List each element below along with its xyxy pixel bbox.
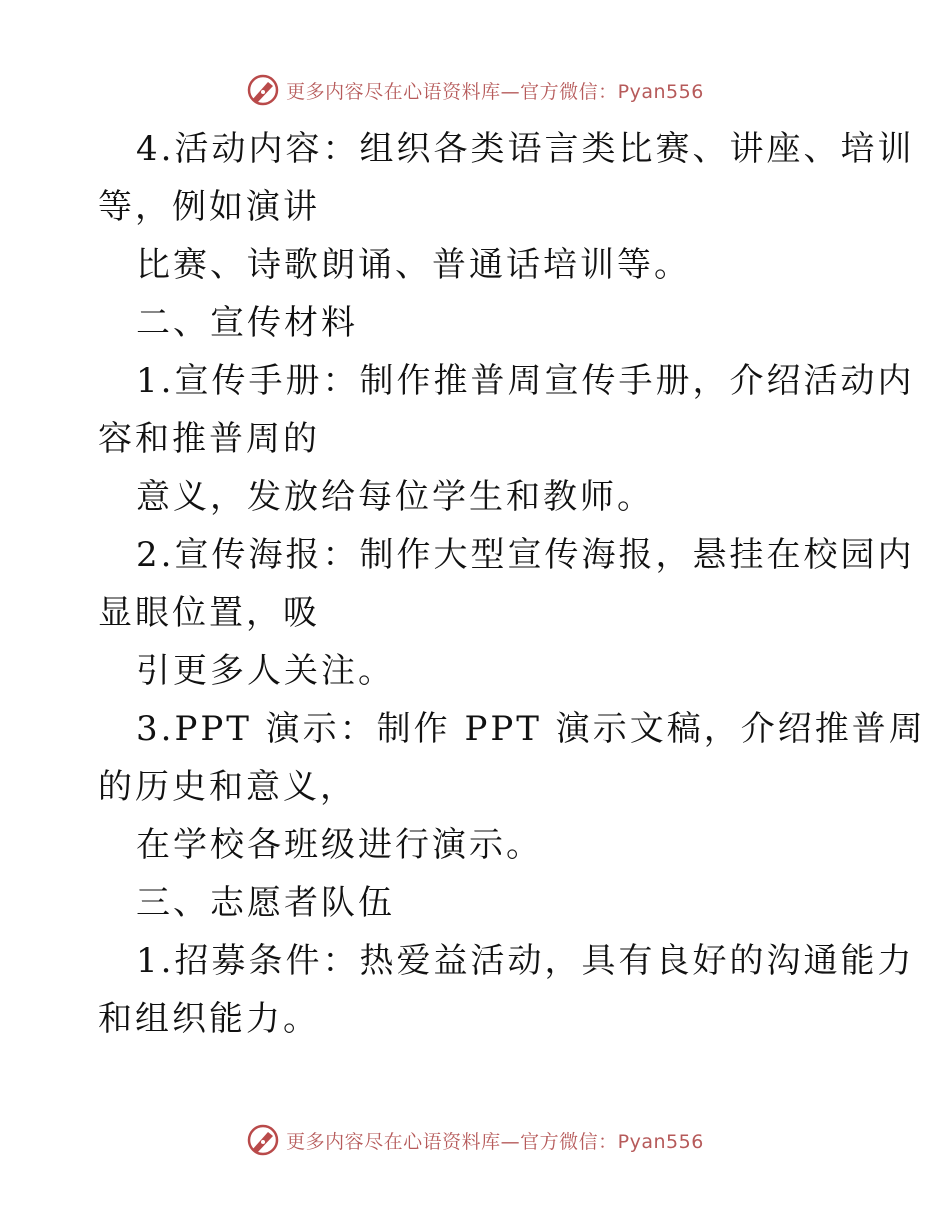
- paragraph-line: 意义，发放给每位学生和教师。: [136, 477, 654, 517]
- paragraph-line: 显眼位置，吸: [98, 593, 320, 633]
- footer-watermark: [0, 1120, 950, 1160]
- header-watermark: [0, 70, 950, 110]
- paragraph-line: 4.活动内容：组织各类语言类比赛、讲座、培训: [136, 129, 915, 169]
- paragraph-line: 比赛、诗歌朗诵、普通话培训等。: [136, 245, 691, 285]
- paragraph-line: 引更多人关注。: [136, 651, 395, 691]
- paragraph-line: 1.招募条件：热爱益活动，具有良好的沟通能力: [136, 941, 915, 981]
- watermark-text: 更多内容尽在心语资料库—官方微信：Pyan556: [286, 80, 704, 103]
- paragraph-line: 等，例如演讲: [98, 187, 320, 227]
- section-heading: 三、志愿者队伍: [136, 883, 395, 923]
- paragraph-line: 和组织能力。: [98, 999, 320, 1039]
- document-body: [98, 120, 926, 1048]
- watermark-text: 更多内容尽在心语资料库—官方微信：Pyan556: [286, 1130, 704, 1153]
- paragraph-line: 2.宣传海报：制作大型宣传海报，悬挂在校园内: [136, 535, 915, 575]
- pen-circle-logo-icon: [246, 73, 280, 107]
- paragraph-line: 在学校各班级进行演示。: [136, 825, 543, 865]
- paragraph-line: 3.PPT 演示：制作 PPT 演示文稿，介绍推普周: [136, 709, 926, 749]
- paragraph-line: 的历史和意义，: [98, 767, 357, 807]
- paragraph-line: 1.宣传手册：制作推普周宣传手册，介绍活动内: [136, 361, 915, 401]
- paragraph-line: 容和推普周的: [98, 419, 320, 459]
- pen-circle-logo-icon: [246, 1123, 280, 1157]
- section-heading: 二、宣传材料: [136, 303, 358, 343]
